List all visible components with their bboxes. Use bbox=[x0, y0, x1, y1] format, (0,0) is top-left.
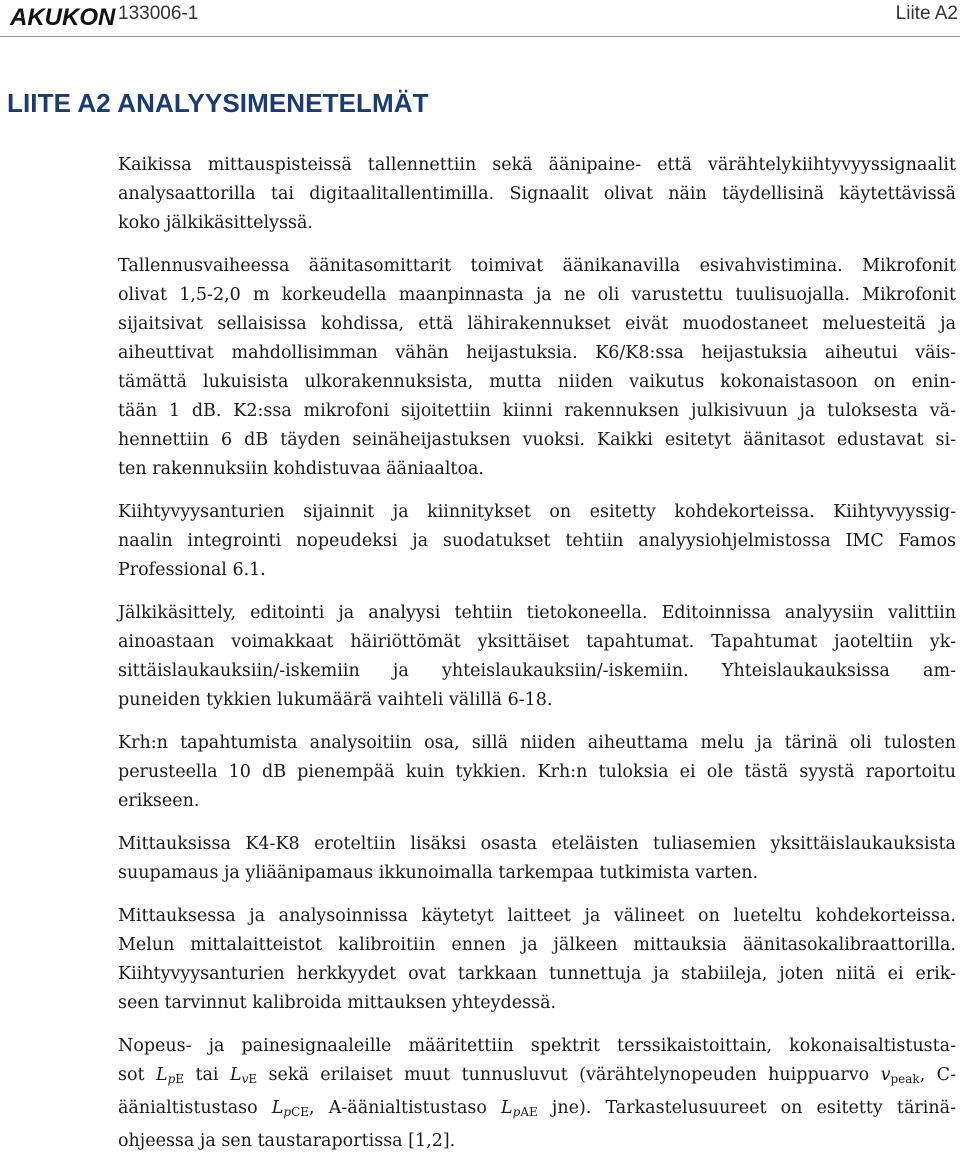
text-line: sijaitsivat sellaisissa kohdissa, että lähirakennukset eivät muodostaneet meluesteitä ja bbox=[118, 314, 956, 334]
text-line: erikseen. bbox=[118, 791, 200, 811]
text-line: äänialtistustaso $L_{pCE}$, A-äänialtistustaso $L_{pAE}$ jne). Tarkastelusuureet on esitetty tärinä- bbox=[118, 1098, 956, 1119]
paragraph-accelerometers bbox=[118, 498, 956, 585]
paragraph-spectra bbox=[118, 1032, 956, 1156]
page-header bbox=[0, 0, 960, 37]
text-line: naalin integrointi nopeudeksi ja suodatukset tehtiin analyysiohjelmistossa IMC Famos bbox=[118, 531, 956, 551]
text-line: Melun mittalaitteistot kalibroitiin ennen ja jälkeen mittauksia äänitasokalibraattorilla. bbox=[118, 935, 956, 955]
text-line: ainoastaan voimakkaat häiriöttömät yksittäiset tapahtumat. Tapahtumat jaoteltiin yk- bbox=[118, 632, 956, 652]
text-line: ten rakennuksiin kohdistuvaa ääniaaltoa. bbox=[118, 459, 484, 479]
text-line: perusteella 10 dB pienempää kuin tykkien. Krh:n tuloksia ei ole tästä syystä raportoitu bbox=[118, 762, 956, 782]
text-line: Tallennusvaiheessa äänitasomittarit toimivat äänikanavilla esivahvistimina. Mikrofonit bbox=[118, 256, 956, 276]
symbol-l-pce: $L_{pCE}$ bbox=[271, 1098, 310, 1119]
text-line: olivat 1,5-2,0 m korkeudella maanpinnasta ja ne oli varustettu tuulisuojalla. Mikrofonit bbox=[118, 285, 956, 305]
text-line: koko jälkikäsittelyssä. bbox=[118, 213, 313, 233]
symbol-v-peak: $v_{peak}$ bbox=[880, 1065, 920, 1086]
document-number: 133006-1 bbox=[118, 3, 199, 24]
text-line: sot $L_{pE}$ tai $L_{vE}$ sekä erilaiset muut tunnusluvut (värähtelynopeuden huippuarvo $v_{peak}$, C- bbox=[118, 1065, 956, 1086]
akukon-logo bbox=[10, 1, 116, 31]
text-line: hennettiin 6 dB täyden seinäheijastuksen vuoksi. Kaikki esitetyt äänitasot edustavat si- bbox=[118, 430, 956, 450]
text-line: Nopeus- ja painesignaaleille määritettiin spektrit terssikaistoittain, kokonaisaltistusta- bbox=[118, 1036, 956, 1056]
text-line: aiheuttivat mahdollisimman vähän heijastuksia. K6/K8:ssa heijastuksia aiheutui väis- bbox=[118, 343, 956, 363]
text-line: suupamaus ja yliäänipamaus ikkunoimalla tarkempaa tutkimista varten. bbox=[118, 863, 759, 883]
paragraph-postprocessing bbox=[118, 599, 956, 715]
body-text bbox=[118, 151, 956, 1170]
text-line: sittäislaukauksiin/-iskemiin ja yhteislaukauksiin/-iskemiin. Yhteislaukauksissa am- bbox=[118, 661, 956, 681]
text-line: Krh:n tapahtumista analysoitiin osa, sillä niiden aiheuttama melu ja tärinä oli tulosten bbox=[118, 733, 956, 753]
text-line: analysaattorilla tai digitaalitallentimilla. Signaalit olivat näin täydellisinä käytettävissä bbox=[118, 184, 956, 204]
paragraph-equipment bbox=[118, 902, 956, 1018]
appendix-label: Liite A2 bbox=[895, 3, 958, 24]
text-line: ohjeessa ja sen taustaraportissa [1,2]. bbox=[118, 1131, 456, 1151]
paragraph-recording bbox=[118, 151, 956, 238]
paragraph-krh bbox=[118, 729, 956, 816]
svg-text:AKUKON: AKUKON bbox=[10, 4, 116, 31]
paragraph-microphones bbox=[118, 252, 956, 484]
text-line: seen tarvinnut kalibroida mittauksen yhteydessä. bbox=[118, 993, 557, 1013]
text-line: Kiihtyvyysanturien sijainnit ja kiinnitykset on esitetty kohdekorteissa. Kiihtyvyyssig- bbox=[118, 502, 956, 522]
text-line: Mittauksissa K4-K8 eroteltiin lisäksi osasta eteläisten tuliasemien yksittäislaukauksista bbox=[118, 834, 956, 854]
text-line: Kiihtyvyysanturien herkkyydet ovat tarkkaan tunnettuja ja stabiileja, joten niitä ei erik- bbox=[118, 964, 956, 984]
text-line: tämättä lukuisista ulkorakennuksista, mutta niiden vaikutus kokonaistasoon on enin- bbox=[118, 372, 956, 392]
page-title: LIITE A2 ANALYYSIMENETELMÄT bbox=[7, 88, 429, 118]
symbol-l-pe: $L_{pE}$ bbox=[155, 1065, 185, 1086]
text-line: Mittauksessa ja analysoinnissa käytetyt laitteet ja välineet on lueteltu kohdekorteissa. bbox=[118, 906, 956, 926]
symbol-l-ve: $L_{vE}$ bbox=[229, 1065, 258, 1086]
text-line: tään 1 dB. K2:ssa mikrofoni sijoitettiin kiinni rakennuksen julkisivuun ja tuloksesta vä- bbox=[118, 401, 956, 421]
paragraph-k4-k8 bbox=[118, 830, 956, 888]
text-line: Jälkikäsittely, editointi ja analyysi tehtiin tietokoneella. Editoinnissa analyysiin valittiin bbox=[118, 603, 956, 623]
text-line: Kaikissa mittauspisteissä tallennettiin sekä äänipaine- että värähtelykiihtyvyyssignaalit bbox=[118, 155, 956, 175]
text-line: puneiden tykkien lukumäärä vaihteli välillä 6-18. bbox=[118, 690, 553, 710]
symbol-l-pae: $L_{pAE}$ bbox=[501, 1098, 538, 1119]
text-line: Professional 6.1. bbox=[118, 560, 266, 580]
